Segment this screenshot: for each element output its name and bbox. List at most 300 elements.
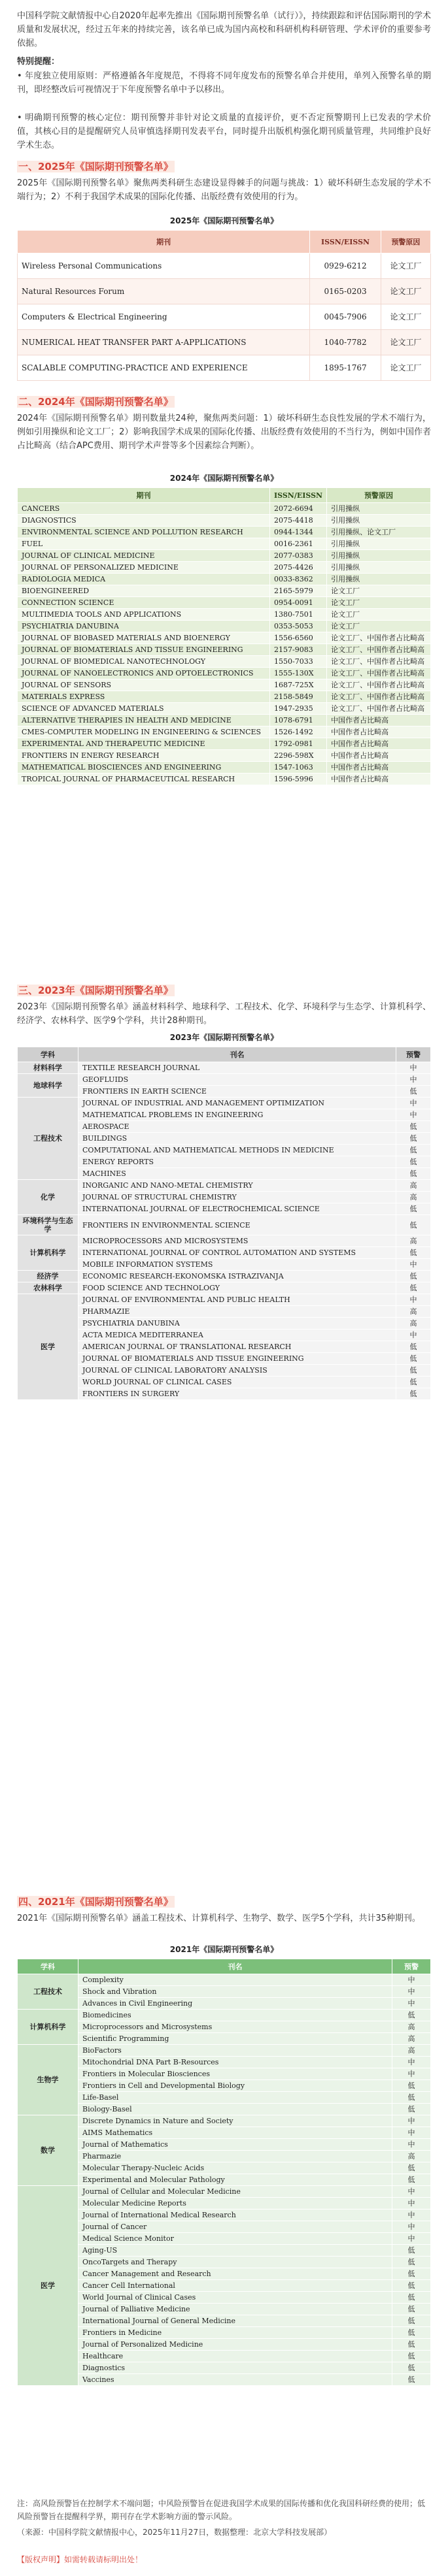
table-row [18, 2174, 431, 2186]
warning-reason: 引用操纵 [327, 550, 431, 562]
warning-level: 低 [392, 2292, 431, 2304]
table-row [18, 1062, 431, 1074]
table-row [18, 1074, 431, 1086]
table-row [18, 574, 431, 585]
table-row [18, 1341, 431, 1353]
journal-issn: 1596-5996 [270, 774, 327, 785]
journal-name: JOURNAL OF STRUCTURAL CHEMISTRY [78, 1192, 396, 1203]
table-row [18, 2245, 431, 2257]
warning-reason: 论文工厂 [381, 355, 430, 381]
journal-name: FRONTIERS IN ENERGY RESEARCH [18, 750, 270, 762]
journal-name: JOURNAL OF CLINICAL LABORATORY ANALYSIS [78, 1365, 396, 1377]
table-row [18, 2186, 431, 2198]
table-row [18, 2304, 431, 2315]
warning-level: 低 [396, 1271, 431, 1282]
col-header-level: 预警 [396, 1047, 431, 1062]
table-row [18, 1365, 431, 1377]
warning-reason: 引用操纵 [327, 538, 431, 550]
warning-level: 低 [392, 2080, 431, 2092]
table-row [18, 1121, 431, 1133]
journal-name: BUILDINGS [78, 1133, 396, 1145]
subject-cell: 医学 [18, 2186, 78, 2386]
journal-name: Discrete Dynamics in Nature and Society [78, 2115, 392, 2127]
journal-name: RADIOLOGIA MEDICA [18, 574, 270, 585]
journal-name: Complexity [78, 1974, 392, 1986]
table-2023 [17, 1032, 431, 1400]
journal-name: Wireless Personal Communications [18, 253, 310, 279]
warning-reason: 论文工厂、中国作者占比畸高 [327, 632, 431, 644]
table-row [18, 703, 431, 715]
journal-name: PSYCHIATRIA DANUBINA [18, 621, 270, 632]
warning-level: 低 [392, 2362, 431, 2374]
warning-level: 低 [396, 1282, 431, 1294]
journal-name: JOURNAL OF BIOMATERIALS AND TISSUE ENGINEERING [18, 644, 270, 656]
warning-level: 低 [392, 2257, 431, 2268]
table-row [18, 1294, 431, 1306]
warning-reason: 论文工厂、中国作者占比畸高 [327, 656, 431, 668]
table-row [18, 2151, 431, 2162]
warning-reason: 论文工厂 [381, 253, 430, 279]
warning-level: 低 [392, 2010, 431, 2021]
table-row [18, 715, 431, 726]
table-row [18, 2209, 431, 2221]
journal-name: Advances in Civil Engineering [78, 1998, 392, 2010]
warning-level: 低 [396, 1365, 431, 1377]
journal-name: AMERICAN JOURNAL OF TRANSLATIONAL RESEARCH [78, 1341, 396, 1353]
journal-issn: 0944-1344 [270, 527, 327, 538]
warning-level: 低 [392, 2104, 431, 2115]
subject-cell: 数学 [18, 2115, 78, 2186]
subject-cell: 生物学 [18, 2045, 78, 2115]
col-header-subject: 学科 [18, 1047, 78, 1062]
table-2021-caption: 2021年《国际期刊预警名单》 [169, 1945, 279, 1954]
journal-name: Journal of Palliative Medicine [78, 2304, 392, 2315]
warning-level: 低 [396, 1388, 431, 1400]
warning-reason: 中国作者占比畸高 [327, 726, 431, 738]
section-2023-heading: 三、2023年《国际期刊预警名单》 [18, 985, 173, 996]
subject-cell: 农林科学 [18, 1282, 78, 1294]
warning-reason: 论文工厂、中国作者占比畸高 [327, 703, 431, 715]
journal-name: MATHEMATICAL PROBLEMS IN ENGINEERING [78, 1109, 396, 1121]
table-row [18, 2104, 431, 2115]
journal-name: Scientific Programming [78, 2033, 392, 2045]
journal-name: FRONTIERS IN SURGERY [78, 1388, 396, 1400]
journal-issn: 0165-0203 [310, 279, 381, 304]
journal-name: Healthcare [78, 2351, 392, 2362]
warning-reason: 引用操纵、论文工厂 [327, 527, 431, 538]
table-row [18, 726, 431, 738]
journal-name: TEXTILE RESEARCH JOURNAL [78, 1062, 396, 1074]
table-row [18, 1271, 431, 1282]
warning-reason: 中国作者占比畸高 [327, 715, 431, 726]
journal-name: ENVIRONMENTAL SCIENCE AND POLLUTION RESEARCH [18, 527, 270, 538]
journal-issn: 2075-4418 [270, 515, 327, 527]
warning-level: 中 [392, 2068, 431, 2080]
subject-cell: 医学 [18, 1294, 78, 1400]
warning-level: 低 [392, 2351, 431, 2362]
table-row [18, 2068, 431, 2080]
warning-level: 低 [392, 2174, 431, 2186]
table-row [18, 355, 431, 381]
table-row [18, 2233, 431, 2245]
table-2024-caption: 2024年《国际期刊预警名单》 [169, 474, 279, 483]
warning-level: 高 [396, 1192, 431, 1203]
journal-name: JOURNAL OF ENVIRONMENTAL AND PUBLIC HEALTH [78, 1294, 396, 1306]
journal-name: JOURNAL OF PERSONALIZED MEDICINE [18, 562, 270, 574]
journal-issn: 0954-0091 [270, 597, 327, 609]
table-row [18, 2280, 431, 2292]
warning-level: 中 [392, 2198, 431, 2209]
section-2024-text: 2024年《国际期刊预警名单》期刊数量共24种，聚焦两类问题：1）破坏科研生态良性发展的学术不端行为，例如引用操纵和论文工厂；2）影响我国学术成果的国际化传播、出版经费有效使用的不当行为，例如中国作者占比畸高（结合APC费用、期刊学术声誉等多个因素综合判断）。 [17, 414, 431, 451]
journal-issn: 2157-9083 [270, 644, 327, 656]
journal-name: GEOFLUIDS [78, 1074, 396, 1086]
journal-name: Computers & Electrical Engineering [18, 304, 310, 330]
col-header-issn: ISSN/EISSN [310, 231, 381, 253]
journal-name: JOURNAL OF NANOELECTRONICS AND OPTOELECTRONICS [18, 668, 270, 679]
subject-cell: 工程技术 [18, 1974, 78, 2010]
journal-name: INTERNATIONAL JOURNAL OF ELECTROCHEMICAL SCIENCE [78, 1203, 396, 1215]
journal-name: DIAGNOSTICS [18, 515, 270, 527]
journal-name: JOURNAL OF CLINICAL MEDICINE [18, 550, 270, 562]
table-row [18, 1247, 431, 1259]
warning-reason: 论文工厂 [327, 621, 431, 632]
journal-name: Frontiers in Medicine [78, 2327, 392, 2339]
journal-name: FRONTIERS IN ENVIRONMENTAL SCIENCE [78, 1215, 396, 1235]
warning-level: 中 [392, 2209, 431, 2221]
table-row [18, 1192, 431, 1203]
table-row [18, 2315, 431, 2327]
warning-reason: 论文工厂 [327, 609, 431, 621]
journal-name: INORGANIC AND NANO-METAL CHEMISTRY [78, 1180, 396, 1192]
journal-name: JOURNAL OF SENSORS [18, 679, 270, 691]
table-row [18, 1388, 431, 1400]
table-row [18, 2327, 431, 2339]
warning-level: 低 [392, 2304, 431, 2315]
warning-level: 中 [392, 1998, 431, 2010]
warning-level: 高 [396, 1180, 431, 1192]
table-2023-caption: 2023年《国际期刊预警名单》 [169, 1033, 279, 1042]
journal-issn: 1555-130X [270, 668, 327, 679]
table-row [18, 2362, 431, 2374]
table-row [18, 1353, 431, 1365]
journal-name: FRONTIERS IN EARTH SCIENCE [78, 1086, 396, 1098]
journal-issn: 2077-0383 [270, 550, 327, 562]
journal-name: WORLD JOURNAL OF CLINICAL CASES [78, 1377, 396, 1388]
subject-cell: 计算机科学 [18, 1235, 78, 1271]
table-row [18, 1306, 431, 1318]
table-row [18, 609, 431, 621]
subject-cell: 材料科学 [18, 1062, 78, 1074]
journal-name: OncoTargets and Therapy [78, 2257, 392, 2268]
footer-note: 注：高风险预警旨在控制学术不端问题；中风险预警旨在促进我国学术成果的国际传播和优化我国科研经费的使用；低风险预警旨在提醒科学界，期刊存在学术影响方面的警示风险。 [17, 2499, 426, 2521]
journal-name: SCIENCE OF ADVANCED MATERIALS [18, 703, 270, 715]
warning-level: 中 [392, 1986, 431, 1998]
col-header-journal: 刊名 [78, 1047, 396, 1062]
journal-name: Journal of Personalized Medicine [78, 2339, 392, 2351]
warning-level: 低 [396, 1168, 431, 1180]
journal-name: MICROPROCESSORS AND MICROSYSTEMS [78, 1235, 396, 1247]
table-row [18, 1235, 431, 1247]
table-row [18, 2351, 431, 2362]
journal-name: JOURNAL OF BIOMATERIALS AND TISSUE ENGINEERING [78, 1353, 396, 1365]
table-row [18, 1133, 431, 1145]
table-row [18, 279, 431, 304]
table-row [18, 1180, 431, 1192]
journal-issn: 1792-0981 [270, 738, 327, 750]
warning-level: 中 [396, 1294, 431, 1306]
table-2025-caption: 2025年《国际期刊预警名单》 [169, 216, 279, 225]
subject-cell: 化学 [18, 1180, 78, 1215]
journal-name: Frontiers in Cell and Developmental Biology [78, 2080, 392, 2092]
col-header-journal: 期刊 [18, 231, 310, 253]
warning-level: 低 [396, 1377, 431, 1388]
journal-name: JOURNAL OF INDUSTRIAL AND MANAGEMENT OPTIMIZATION [78, 1098, 396, 1109]
table-row [18, 1098, 431, 1109]
table-row [18, 2057, 431, 2068]
table-row [18, 304, 431, 330]
warning-level: 低 [396, 1341, 431, 1353]
journal-issn: 2165-5979 [270, 585, 327, 597]
journal-name: JOURNAL OF BIOMEDICAL NANOTECHNOLOGY [18, 656, 270, 668]
table-2021 [17, 1944, 431, 2386]
warning-reason: 中国作者占比畸高 [327, 738, 431, 750]
warning-reason: 论文工厂 [381, 330, 430, 355]
table-row [18, 2080, 431, 2092]
table-row [18, 644, 431, 656]
journal-name: MOBILE INFORMATION SYSTEMS [78, 1259, 396, 1271]
table-row [18, 774, 431, 785]
table-row [18, 632, 431, 644]
intro-point-1: • 年度独立使用原则：严格遵循各年度规范，不得将不同年度发布的预警名单合并使用，单列入预警名单的期刊，即经整改后可视情况于下年度预警名单中予以移出。 [17, 71, 431, 95]
table-row [18, 253, 431, 279]
warning-level: 高 [396, 1318, 431, 1329]
warning-reason: 引用操纵 [327, 562, 431, 574]
journal-name: BIOENGINEERED [18, 585, 270, 597]
journal-name: Biomedicines [78, 2010, 392, 2021]
journal-name: MATHEMATICAL BIOSCIENCES AND ENGINEERING [18, 762, 270, 774]
table-row [18, 597, 431, 609]
warning-level: 低 [392, 2339, 431, 2351]
journal-name: MATERIALS EXPRESS [18, 691, 270, 703]
warning-level: 低 [392, 2268, 431, 2280]
table-row [18, 538, 431, 550]
table-row [18, 527, 431, 538]
journal-name: Aging-US [78, 2245, 392, 2257]
section-2023-text: 2023年《国际期刊预警名单》涵盖材料科学、地球科学、工程技术、化学、环境科学与生态学、计算机科学、经济学、农林科学、医学9个学科，共计28种期刊。 [17, 1002, 431, 1026]
table-row [18, 2127, 431, 2139]
journal-name: Journal of International Medical Research [78, 2209, 392, 2221]
table-row [18, 562, 431, 574]
journal-issn: 2158-5849 [270, 691, 327, 703]
journal-name: Journal of Cellular and Molecular Medicine [78, 2186, 392, 2198]
warning-level: 低 [392, 2280, 431, 2292]
journal-name: FOOD SCIENCE AND TECHNOLOGY [78, 1282, 396, 1294]
journal-name: SCALABLE COMPUTING-PRACTICE AND EXPERIENCE [18, 355, 310, 381]
table-row [18, 691, 431, 703]
warning-level: 中 [392, 1974, 431, 1986]
section-2025-text: 2025年《国际期刊预警名单》聚焦两类科研生态建设显得棘手的问题与挑战：1）破坏科研生态发展的学术不端行为；2）不利于我国学术成果的国际化传播、出版经费有效使用的行为。 [17, 178, 431, 202]
table-row [18, 1215, 431, 1235]
journal-name: CANCERS [18, 503, 270, 515]
warning-level: 高 [396, 1306, 431, 1318]
warning-reason: 论文工厂、中国作者占比畸高 [327, 679, 431, 691]
section-2025-heading: 一、2025年《国际期刊预警名单》 [18, 161, 173, 172]
warning-level: 低 [396, 1145, 431, 1156]
journal-name: FUEL [18, 538, 270, 550]
journal-issn: 0016-2361 [270, 538, 327, 550]
journal-issn: 1947-2935 [270, 703, 327, 715]
table-row [18, 621, 431, 632]
warning-level: 高 [392, 2045, 431, 2057]
journal-name: BioFactors [78, 2045, 392, 2057]
warning-level: 中 [392, 2233, 431, 2245]
journal-issn: 0929-6212 [310, 253, 381, 279]
journal-name: Mitochondrial DNA Part B-Resources [78, 2057, 392, 2068]
intro-point-2: • 明确期刊预警的核心定位：期刊预警并非针对论文质量的直接评价，更不否定预警期刊上已发表的学术价值，其核心目的是提醒研究人员审慎选择期刊发表平台，同时提升出版机构强化期刊质量管理，共同维护良好学术生态。 [17, 113, 431, 150]
journal-name: Pharmazie [78, 2151, 392, 2162]
journal-name: Frontiers in Molecular Biosciences [78, 2068, 392, 2080]
warning-level: 高 [392, 2021, 431, 2033]
journal-issn: 1547-1063 [270, 762, 327, 774]
warning-level: 低 [392, 2374, 431, 2386]
journal-name: MACHINES [78, 1168, 396, 1180]
journal-name: Journal of Mathematics [78, 2139, 392, 2151]
warning-reason: 论文工厂、中国作者占比畸高 [327, 644, 431, 656]
journal-issn: 1526-1492 [270, 726, 327, 738]
table-row [18, 2162, 431, 2174]
journal-issn: 2072-6694 [270, 503, 327, 515]
table-row [18, 2374, 431, 2386]
journal-name: ALTERNATIVE THERAPIES IN HEALTH AND MEDICINE [18, 715, 270, 726]
table-row [18, 2198, 431, 2209]
col-header-level: 预警 [392, 1959, 431, 1974]
journal-issn: 0045-7906 [310, 304, 381, 330]
table-row [18, 503, 431, 515]
warning-level: 中 [392, 2127, 431, 2139]
journal-name: Molecular Therapy-Nucleic Acids [78, 2162, 392, 2174]
warning-reason: 论文工厂 [327, 585, 431, 597]
table-row [18, 762, 431, 774]
warning-reason: 论文工厂、中国作者占比畸高 [327, 668, 431, 679]
warning-reason: 中国作者占比畸高 [327, 750, 431, 762]
table-2025 [17, 216, 431, 381]
table-row [18, 2257, 431, 2268]
table-row [18, 2010, 431, 2021]
journal-name: Natural Resources Forum [18, 279, 310, 304]
warning-level: 低 [392, 2315, 431, 2327]
table-row [18, 656, 431, 668]
journal-issn: 1380-7501 [270, 609, 327, 621]
table-row [18, 738, 431, 750]
table-2024 [17, 473, 431, 785]
journal-name: ENERGY REPORTS [78, 1156, 396, 1168]
table-row [18, 2221, 431, 2233]
warning-level: 中 [392, 2139, 431, 2151]
intro-subtitle: 特别提醒： [17, 57, 60, 67]
warning-level: 低 [392, 2245, 431, 2257]
warning-level: 低 [392, 2327, 431, 2339]
warning-level: 低 [396, 1133, 431, 1145]
journal-name: Vaccines [78, 2374, 392, 2386]
journal-name: NUMERICAL HEAT TRANSFER PART A-APPLICATIONS [18, 330, 310, 355]
warning-level: 低 [396, 1353, 431, 1365]
warning-level: 中 [396, 1074, 431, 1086]
warning-level: 中 [396, 1098, 431, 1109]
table-row [18, 1974, 431, 1986]
warning-level: 中 [392, 2186, 431, 2198]
journal-name: Diagnostics [78, 2362, 392, 2374]
section-2021-text: 2021年《国际期刊预警名单》涵盖工程技术、计算机科学、生物学、数学、医学5个学科，共计35种期刊。 [17, 1914, 421, 1923]
warning-reason: 论文工厂 [381, 304, 430, 330]
table-row [18, 1329, 431, 1341]
journal-name: Shock and Vibration [78, 1986, 392, 1998]
section-2021-heading: 四、2021年《国际期刊预警名单》 [18, 1896, 173, 1908]
table-row [18, 2092, 431, 2104]
journal-name: Biology-Basel [78, 2104, 392, 2115]
col-header-reason: 预警原因 [327, 488, 431, 503]
table-row [18, 1282, 431, 1294]
table-row [18, 2033, 431, 2045]
table-row [18, 2045, 431, 2057]
warning-level: 中 [392, 2115, 431, 2127]
table-row [18, 2115, 431, 2127]
journal-name: TROPICAL JOURNAL OF PHARMACEUTICAL RESEARCH [18, 774, 270, 785]
table-row [18, 585, 431, 597]
journal-issn: 1550-7033 [270, 656, 327, 668]
table-row [18, 1145, 431, 1156]
journal-name: JOURNAL OF BIOBASED MATERIALS AND BIOENERGY [18, 632, 270, 644]
table-row [18, 1318, 431, 1329]
warning-level: 中 [392, 2057, 431, 2068]
subject-cell: 工程技术 [18, 1098, 78, 1180]
table-row [18, 1377, 431, 1388]
subject-cell: 经济学 [18, 1271, 78, 1282]
table-row [18, 668, 431, 679]
warning-reason: 引用操纵 [327, 503, 431, 515]
table-row [18, 2139, 431, 2151]
journal-name: Cancer Cell International [78, 2280, 392, 2292]
warning-reason: 中国作者占比畸高 [327, 762, 431, 774]
footer-copyright: 【版权声明】如需转载请标明出处！ [17, 2555, 143, 2564]
journal-name: ACTA MEDICA MEDITERRANEA [78, 1329, 396, 1341]
journal-issn: 0033-8362 [270, 574, 327, 585]
warning-reason: 引用操纵 [327, 574, 431, 585]
journal-issn: 1895-1767 [310, 355, 381, 381]
journal-name: EXPERIMENTAL AND THERAPEUTIC MEDICINE [18, 738, 270, 750]
table-row [18, 1156, 431, 1168]
journal-issn: 0353-5053 [270, 621, 327, 632]
table-row [18, 1109, 431, 1121]
warning-level: 高 [396, 1235, 431, 1247]
table-row [18, 1259, 431, 1271]
journal-name: Molecular Medicine Reports [78, 2198, 392, 2209]
table-row [18, 330, 431, 355]
subject-cell: 环境科学与生态学 [18, 1215, 78, 1235]
journal-name: International Journal of General Medicine [78, 2315, 392, 2327]
journal-name: Medical Science Monitor [78, 2233, 392, 2245]
section-2024-heading: 二、2024年《国际期刊预警名单》 [18, 396, 173, 408]
col-header-issn: ISSN/EISSN [270, 488, 327, 503]
warning-reason: 中国作者占比畸高 [327, 774, 431, 785]
table-row [18, 1168, 431, 1180]
table-row [18, 679, 431, 691]
warning-level: 低 [392, 2162, 431, 2174]
warning-level: 高 [392, 2033, 431, 2045]
journal-name: Cancer Management and Research [78, 2268, 392, 2280]
journal-name: Journal of Cancer [78, 2221, 392, 2233]
warning-level: 高 [392, 2151, 431, 2162]
journal-name: CONNECTION SCIENCE [18, 597, 270, 609]
